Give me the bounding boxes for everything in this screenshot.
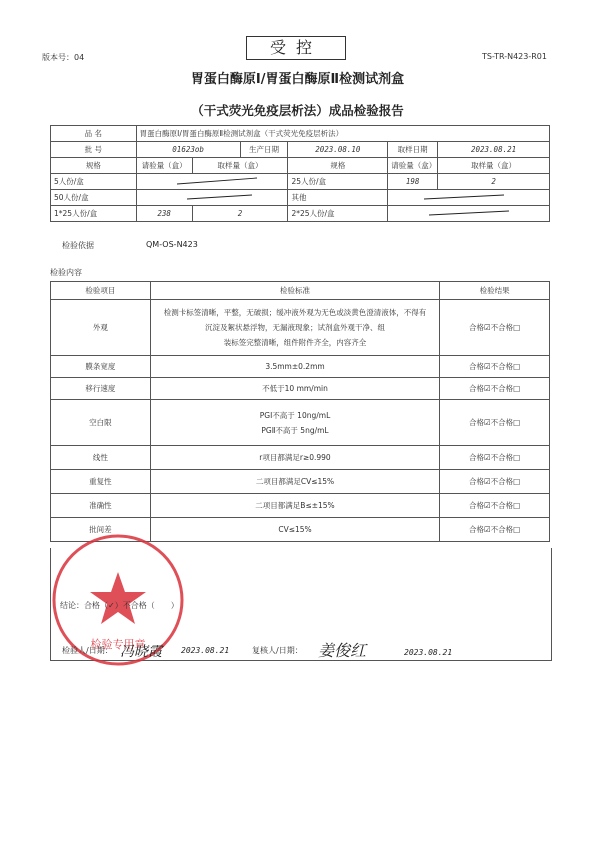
- document-number: TS-TR-N423-R01: [481, 52, 547, 61]
- item-standard-line: 二项目都满足CV≤15%: [150, 470, 439, 494]
- inspector-label: 检验人/日期：: [62, 646, 113, 655]
- inspector-signature: 冯晓霞: [120, 644, 162, 660]
- item-name: 重复性: [51, 470, 151, 494]
- sample-row-2: 2: [192, 206, 288, 222]
- test-row-2: 238: [136, 206, 192, 222]
- header-result: 检验结果: [440, 282, 550, 300]
- strike-row-0: [136, 174, 288, 190]
- item-result: 合格☑不合格□: [440, 494, 550, 518]
- reviewer-label: 复核人/日期：: [252, 646, 303, 655]
- sample2-row-0: 2: [438, 174, 550, 190]
- item-result: 合格☑不合格□: [440, 300, 550, 356]
- header-standard: 检验标准: [150, 282, 439, 300]
- basis-value: QM-OS-N423: [146, 240, 198, 249]
- version-number: 版本号：04: [42, 53, 85, 62]
- inspector-date: 2023.08.21: [181, 646, 230, 655]
- item-standard-line: 装标签完整清晰，组件附件齐全，内容齐全: [223, 338, 367, 347]
- spec2-row-1: 其他: [288, 190, 388, 206]
- strike-row-1: [136, 190, 288, 206]
- item-result: 合格☑不合格□: [440, 356, 550, 378]
- prod-date-label: 生产日期: [240, 142, 288, 158]
- seal-text: 检验专用章: [90, 638, 146, 651]
- product-name-label: 品 名: [51, 126, 137, 142]
- strike-line: [157, 176, 267, 186]
- sample-date-value: 2023.08.21: [438, 142, 550, 158]
- sample-qty2-label: 取样量（盒）: [438, 158, 550, 174]
- product-info-table: [50, 125, 550, 222]
- item-name: 批间差: [51, 518, 151, 542]
- item-name: 线性: [51, 446, 151, 470]
- report-title-line1: 胃蛋白酶原Ⅰ/胃蛋白酶原Ⅱ检测试剂盒: [190, 72, 405, 87]
- report-title-line2: （干式荧光免疫层析法）成品检验报告: [191, 103, 404, 118]
- strike-line: [414, 192, 524, 202]
- item-result: 合格☑不合格□: [440, 470, 550, 494]
- item-standard-line: PGⅡ不高于 5ng/mL: [261, 425, 329, 435]
- item-name: 准确性: [51, 494, 151, 518]
- item-name: 外观: [51, 300, 151, 356]
- prod-date-value: 2023.08.10: [288, 142, 388, 158]
- item-result: 合格☑不合格□: [440, 446, 550, 470]
- reviewer-signature: 姜俊红: [318, 641, 367, 660]
- section-label: 检验内容: [50, 268, 82, 277]
- spec-row-1: 50人份/盒: [51, 190, 137, 206]
- item-standard-line: PGⅠ不高于 10ng/mL: [259, 410, 331, 420]
- sample-date-label: 取样日期: [388, 142, 438, 158]
- item-result: 合格☑不合格□: [440, 400, 550, 446]
- test2-row-0: 198: [388, 174, 438, 190]
- item-standard-line: 不低于10 mm/min: [150, 378, 439, 400]
- item-standard-line: r项目都满足r≥0.990: [150, 446, 439, 470]
- basis-label: 检验依据: [62, 241, 94, 250]
- test-qty-label: 请验量（盒）: [136, 158, 192, 174]
- item-standard-line: 检测卡标签清晰，平整，无破损；缓冲液外观为无色或淡黄色澄清液体，不得有: [163, 308, 427, 317]
- item-standard-line: 二项目都满足B≤±15%: [150, 494, 439, 518]
- spec2-row-2: 2*25人份/盒: [288, 206, 388, 222]
- spec-row-2: 1*25人份/盒: [51, 206, 137, 222]
- item-standard-line: 沉淀及絮状悬浮物，无漏液现象；试剂盒外观干净、组: [205, 323, 385, 332]
- item-result: 合格☑不合格□: [440, 378, 550, 400]
- strike-row-2: [388, 206, 550, 222]
- item-standard-line: 3.5mm±0.2mm: [150, 356, 439, 378]
- batch-label: 批 号: [51, 142, 137, 158]
- item-name: 膜条宽度: [51, 356, 151, 378]
- strike-line: [414, 208, 524, 218]
- inspection-items-table: [50, 281, 550, 542]
- header-item: 检验项目: [51, 282, 151, 300]
- spec-row-0: 5人份/盒: [51, 174, 137, 190]
- strike-line: [157, 192, 267, 202]
- conclusion: 结论：合格（✓）不合格（ ）: [60, 601, 179, 610]
- test-qty2-label: 请验量（盒）: [388, 158, 438, 174]
- item-standard-line: CV≤15%: [150, 518, 439, 542]
- strike-row-1b: [388, 190, 550, 206]
- spec-label: 规格: [51, 158, 137, 174]
- item-result: 合格☑不合格□: [440, 518, 550, 542]
- reviewer-date: 2023.08.21: [404, 648, 453, 657]
- spec2-row-0: 25人份/盒: [288, 174, 388, 190]
- sample-qty-label: 取样量（盒）: [192, 158, 288, 174]
- item-name: 移行速度: [51, 378, 151, 400]
- controlled-stamp: 受控: [246, 36, 346, 60]
- spec2-label: 规格: [288, 158, 388, 174]
- product-name-value: 胃蛋白酶原Ⅰ/胃蛋白酶原Ⅱ检测试剂盒（干式荧光免疫层析法）: [136, 126, 549, 142]
- item-name: 空白限: [51, 400, 151, 446]
- batch-value: 01623ob: [136, 142, 240, 158]
